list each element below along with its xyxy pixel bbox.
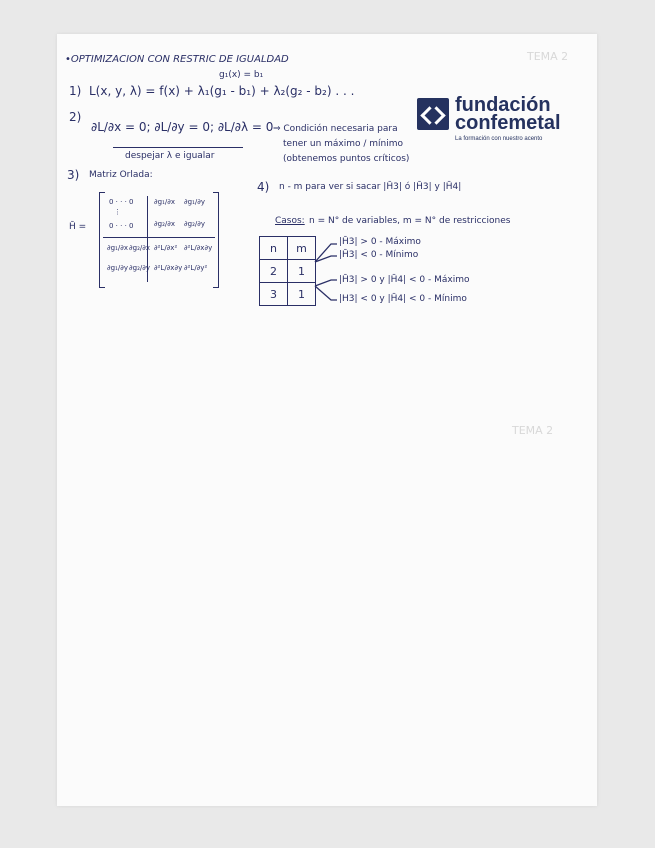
matrix-cell: ∂g₁/∂y: [184, 198, 205, 206]
bordered-hessian-matrix: [99, 192, 219, 286]
step3-number: 3): [67, 168, 80, 182]
case-b1: |H̄3| > 0 y |H̄4| < 0 - Máximo: [339, 275, 470, 285]
step2-underline: [113, 147, 243, 148]
logo: [417, 96, 587, 144]
matrix-cell: ∂²L/∂y²: [184, 264, 208, 272]
cases-definition: n = N° de variables, m = N° de restricciones: [309, 216, 511, 226]
step1-constraint: g₁(x) = b₁: [219, 70, 264, 80]
logo-tagline: La formación con nuestro acento: [455, 136, 543, 142]
step4-number: 4): [257, 180, 270, 194]
table-header-cell: n: [260, 237, 288, 260]
matrix-cell: ∂g₁/∂x: [107, 244, 128, 252]
matrix-cell: ∂g₂/∂y: [184, 220, 205, 228]
matrix-cell: ∂g₂/∂y: [129, 264, 150, 272]
step2-under-text: despejar λ e igualar: [125, 151, 215, 161]
document-page: [57, 34, 597, 806]
step2-equation: ∂L/∂x = 0; ∂L/∂y = 0; ∂L/∂λ = 0: [91, 120, 274, 134]
bleed-through-text: TEMA 2: [512, 424, 554, 437]
table-cell: 2: [260, 260, 288, 283]
case-a1: |H̄3| > 0 - Máximo: [339, 237, 421, 247]
step2-note-line3: (obtenemos puntos críticos): [283, 154, 410, 164]
table-header-cell: m: [288, 237, 316, 260]
matrix-cell: ∂g₂/∂x: [154, 220, 175, 228]
matrix-left-bracket: [99, 192, 105, 288]
table-cell: 1: [288, 283, 316, 306]
step4-text: n - m para ver si sacar |H̄3| ó |H̄3| y |H̄4|: [279, 182, 462, 192]
cases-table: [259, 236, 316, 306]
case-b2: |H3| < 0 y |H̄4| < 0 - Mínimo: [339, 294, 467, 304]
logo-text-line2: confemetal: [455, 112, 561, 134]
step2-note-line2: tener un máximo / mínimo: [283, 139, 404, 149]
matrix-divider: [103, 237, 215, 238]
matrix-cell: ⋮: [114, 208, 121, 216]
matrix-label: H̄ =: [69, 222, 87, 232]
table-row: [260, 283, 316, 306]
matrix-cell: 0 · · · 0: [109, 198, 134, 206]
logo-text-line1: fundación: [455, 94, 551, 116]
bleed-through-text: TEMA 2: [527, 50, 569, 63]
page-title: •OPTIMIZACION CON RESTRIC DE IGUALDAD: [65, 54, 289, 65]
step1-number: 1): [69, 84, 82, 98]
step1-equation: L(x, y, λ) = f(x) + λ₁(g₁ - b₁) + λ₂(g₂ - b₂) . . .: [89, 84, 355, 98]
matrix-cell: ∂²L/∂x∂y: [154, 264, 183, 272]
case-a2: |H̄3| < 0 - Mínimo: [339, 250, 419, 260]
step2-note-line1: ⇒ Condición necesaria para: [273, 124, 398, 134]
step2-number: 2): [69, 110, 82, 124]
logo-mark-icon: [417, 98, 449, 130]
table-header-row: [260, 237, 316, 260]
matrix-cell: ∂²L/∂x∂y: [184, 244, 213, 252]
table-cell: 3: [260, 283, 288, 306]
matrix-right-bracket: [213, 192, 219, 288]
cases-label: Casos:: [275, 216, 305, 226]
matrix-cell: ∂²L/∂x²: [154, 244, 178, 252]
matrix-cell: ∂g₁/∂x: [154, 198, 175, 206]
matrix-cell: 0 · · · 0: [109, 222, 134, 230]
step3-label: Matriz Orlada:: [89, 170, 153, 180]
matrix-cell: ∂g₁/∂y: [107, 264, 128, 272]
matrix-cell: ∂g₂/∂x: [129, 244, 150, 252]
table-row: [260, 260, 316, 283]
table-cell: 1: [288, 260, 316, 283]
